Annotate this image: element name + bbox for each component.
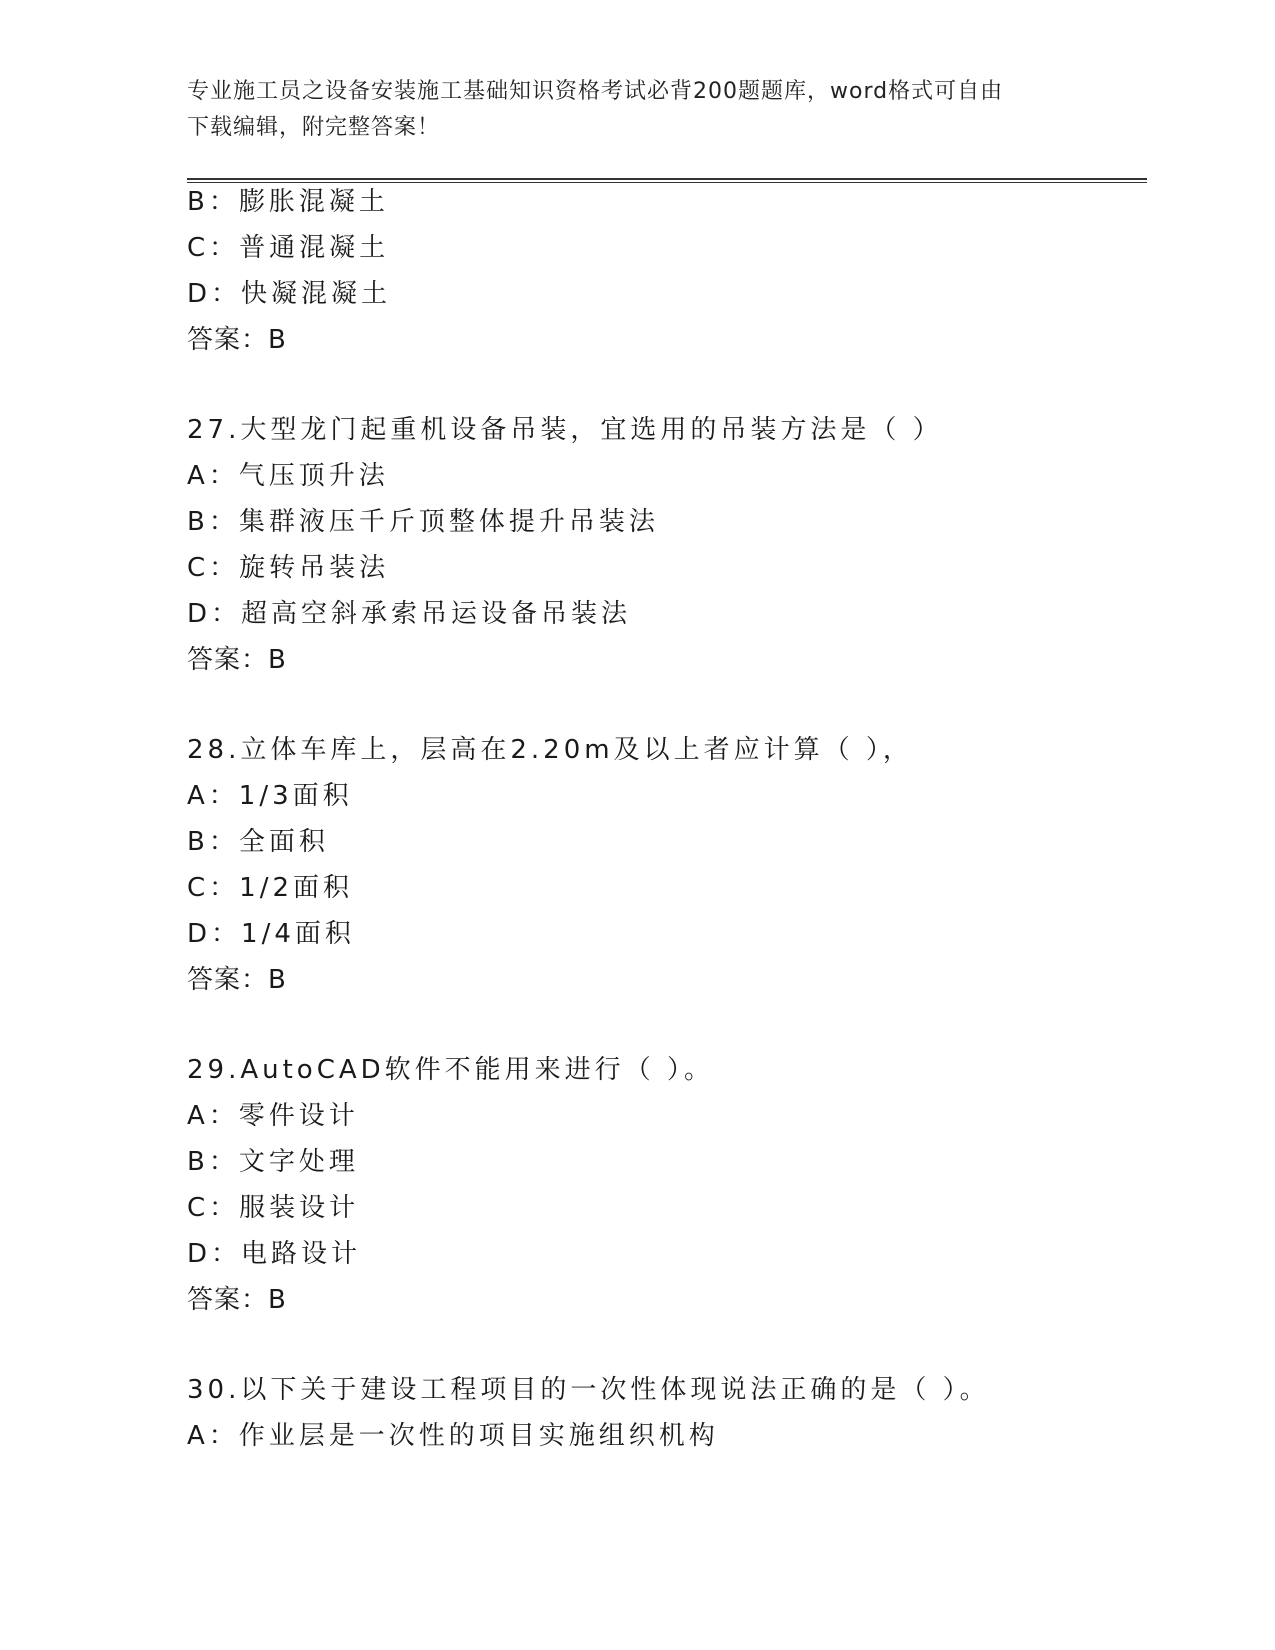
option-b: B：膨胀混凝土 xyxy=(187,187,389,217)
header-line-2: 下载编辑，附完整答案！ xyxy=(187,115,441,140)
question-list xyxy=(187,179,1147,1459)
header-line-1: 专业施工员之设备安装施工基础知识资格考试必背200题题库，word格式可自由 xyxy=(187,79,1004,104)
spacer xyxy=(187,1323,1147,1367)
option-b: B：全面积 xyxy=(187,827,329,857)
spacer xyxy=(187,683,1147,727)
question-30 xyxy=(187,1367,1147,1459)
document-header xyxy=(187,74,1087,146)
question-text: 30.以下关于建设工程项目的一次性体现说法正确的是（ ）。 xyxy=(187,1375,990,1405)
question-28 xyxy=(187,727,1147,1003)
option-d: D：电路设计 xyxy=(187,1239,362,1269)
answer: 答案：B xyxy=(187,1285,287,1315)
option-a: A：气压顶升法 xyxy=(187,461,389,491)
option-a: A：作业层是一次性的项目实施组织机构 xyxy=(187,1421,719,1451)
question-26-continued xyxy=(187,179,1147,363)
spacer xyxy=(187,363,1147,407)
answer: 答案：B xyxy=(187,325,287,355)
option-a: A：1/3面积 xyxy=(187,781,353,811)
answer: 答案：B xyxy=(187,645,287,675)
option-c: C：1/2面积 xyxy=(187,873,353,903)
option-c: C：普通混凝土 xyxy=(187,233,390,263)
option-b: B：文字处理 xyxy=(187,1147,359,1177)
option-d: D：1/4面积 xyxy=(187,919,355,949)
question-text: 27.大型龙门起重机设备吊装，宜选用的吊装方法是（ ） xyxy=(187,415,943,445)
question-29 xyxy=(187,1047,1147,1323)
option-b: B：集群液压千斤顶整体提升吊装法 xyxy=(187,507,659,537)
option-c: C：旋转吊装法 xyxy=(187,553,390,583)
answer: 答案：B xyxy=(187,965,287,995)
spacer xyxy=(187,1003,1147,1047)
question-text: 29.AutoCAD软件不能用来进行（ ）。 xyxy=(187,1055,714,1085)
option-a: A：零件设计 xyxy=(187,1101,359,1131)
question-text: 28.立体车库上，层高在2.20m及以上者应计算（ ）， xyxy=(187,735,913,765)
question-27 xyxy=(187,407,1147,683)
option-d: D：快凝混凝土 xyxy=(187,279,392,309)
option-d: D：超高空斜承索吊运设备吊装法 xyxy=(187,599,632,629)
option-c: C：服装设计 xyxy=(187,1193,360,1223)
document-page xyxy=(187,0,1147,1650)
